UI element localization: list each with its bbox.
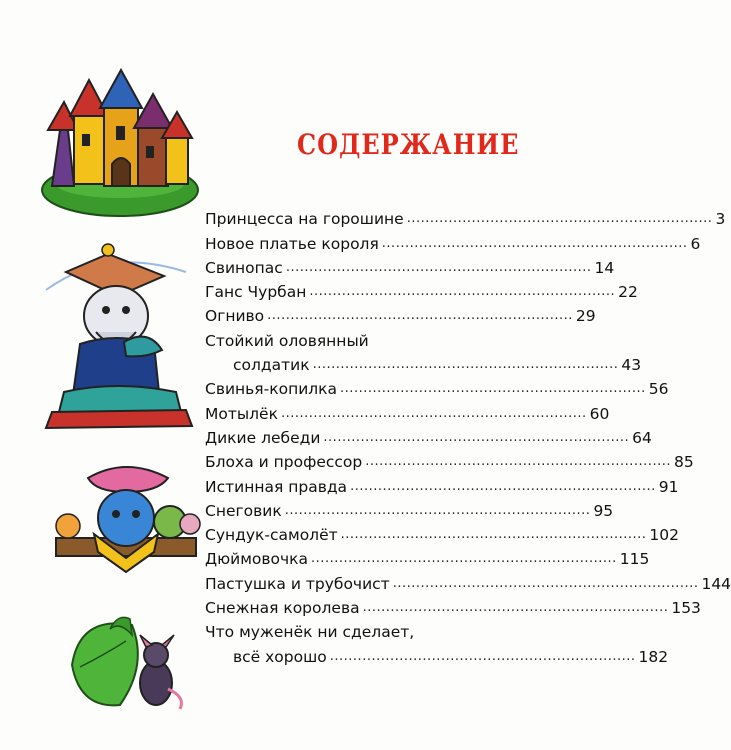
dot-leader: ..................................................................	[406, 211, 713, 227]
toc-entry-title: Свинья-копилка	[205, 380, 338, 399]
dot-leader: ..................................................................	[340, 381, 646, 397]
toc-entry-first-line[interactable]	[205, 325, 535, 349]
toc-entry[interactable]	[205, 544, 650, 569]
toc-entry-title: Снеговик	[205, 501, 282, 520]
toc-entry-continuation[interactable]	[205, 350, 642, 375]
dot-leader: ..................................................................	[285, 259, 592, 275]
emperor-illustration	[36, 232, 194, 430]
toc-entry-page: 29	[575, 307, 596, 326]
dot-leader: ..................................................................	[329, 648, 636, 664]
dot-leader: ..................................................................	[392, 575, 699, 591]
toc-entry[interactable]	[205, 471, 679, 496]
dot-leader: ..................................................................	[280, 405, 587, 421]
toc-entry-title: Что муженёк ни сделает,	[205, 623, 415, 642]
toc-entry-title: Ганс Чурбан	[205, 283, 307, 302]
toc-entry-page: 144	[701, 574, 731, 593]
toc-entry-title: Новое платье короля	[205, 234, 379, 253]
toc-entry-title: Огниво	[205, 307, 265, 326]
dot-leader: ..................................................................	[365, 454, 671, 470]
toc-entry-title: Дюймовочка	[205, 550, 309, 569]
toc-entry[interactable]	[205, 398, 610, 423]
leaf-mouse-illustration	[60, 605, 200, 717]
toc-entry-page: 60	[589, 404, 610, 423]
toc-entry-page: 14	[594, 258, 615, 277]
castle-illustration	[38, 68, 198, 220]
toc-entry[interactable]	[205, 520, 679, 545]
toc-entry-page: 3	[715, 210, 726, 229]
page-title: СОДЕРЖАНИЕ	[297, 127, 520, 162]
toc-entry-page: 102	[649, 526, 679, 545]
toc-entry[interactable]	[205, 496, 614, 520]
toc-entry-page: 95	[593, 501, 614, 520]
dot-leader: ..................................................................	[323, 429, 630, 445]
dot-leader: ..................................................................	[267, 308, 573, 324]
toc-entry[interactable]	[205, 204, 726, 229]
toc-entry-title: Истинная правда	[205, 477, 348, 496]
dot-leader: ..................................................................	[362, 600, 669, 616]
toc-entry[interactable]	[205, 277, 638, 302]
toc-entry-title: Свинопас	[205, 258, 283, 277]
dot-leader: ..................................................................	[309, 284, 616, 300]
dot-leader: ..................................................................	[284, 502, 591, 518]
toc-entry-page: 22	[618, 283, 638, 302]
toc-entry-page: 182	[638, 647, 669, 666]
toc-entry-page: 64	[632, 428, 652, 447]
toc-entry-page: 115	[619, 550, 650, 569]
toc-entry-title: Снежная королева	[205, 599, 360, 618]
toc-entry[interactable]	[205, 253, 615, 277]
dot-leader: ..................................................................	[350, 478, 656, 494]
dot-leader: ..................................................................	[312, 357, 619, 373]
toc-entry[interactable]	[205, 374, 669, 399]
toc-entry-page: 91	[658, 477, 679, 496]
toc-entry-title: всё хорошо	[233, 647, 327, 666]
pea-characters-illustration	[46, 456, 206, 576]
toc-entry[interactable]	[205, 593, 701, 618]
toc-entry[interactable]	[205, 301, 596, 326]
toc-entry-continuation[interactable]	[205, 641, 669, 666]
toc-entry[interactable]	[205, 423, 652, 447]
toc-entry-first-line[interactable]	[205, 617, 535, 641]
toc-entry[interactable]	[205, 447, 694, 472]
toc-entry-title: Мотылёк	[205, 404, 278, 423]
dot-leader: ..................................................................	[340, 527, 647, 543]
dot-leader: ..................................................................	[311, 551, 617, 567]
toc-entry[interactable]	[205, 568, 731, 593]
toc-entry-title: Принцесса на горошине	[205, 210, 404, 229]
dot-leader: ..................................................................	[381, 235, 688, 251]
toc-entry[interactable]	[205, 228, 701, 253]
toc-entry-title: Сундук-самолёт	[205, 526, 338, 545]
table-of-contents	[205, 204, 731, 666]
toc-entry-page: 6	[690, 234, 701, 253]
toc-entry-title: Стойкий оловянный	[205, 331, 369, 350]
toc-entry-page: 153	[671, 599, 701, 618]
toc-entry-title: Блоха и профессор	[205, 453, 363, 472]
toc-entry-page: 56	[648, 380, 669, 399]
toc-entry-page: 43	[621, 356, 642, 375]
toc-entry-page: 85	[673, 453, 694, 472]
toc-entry-title: Дикие лебеди	[205, 428, 321, 447]
toc-entry-title: солдатик	[233, 356, 310, 375]
toc-entry-title: Пастушка и трубочист	[205, 574, 390, 593]
